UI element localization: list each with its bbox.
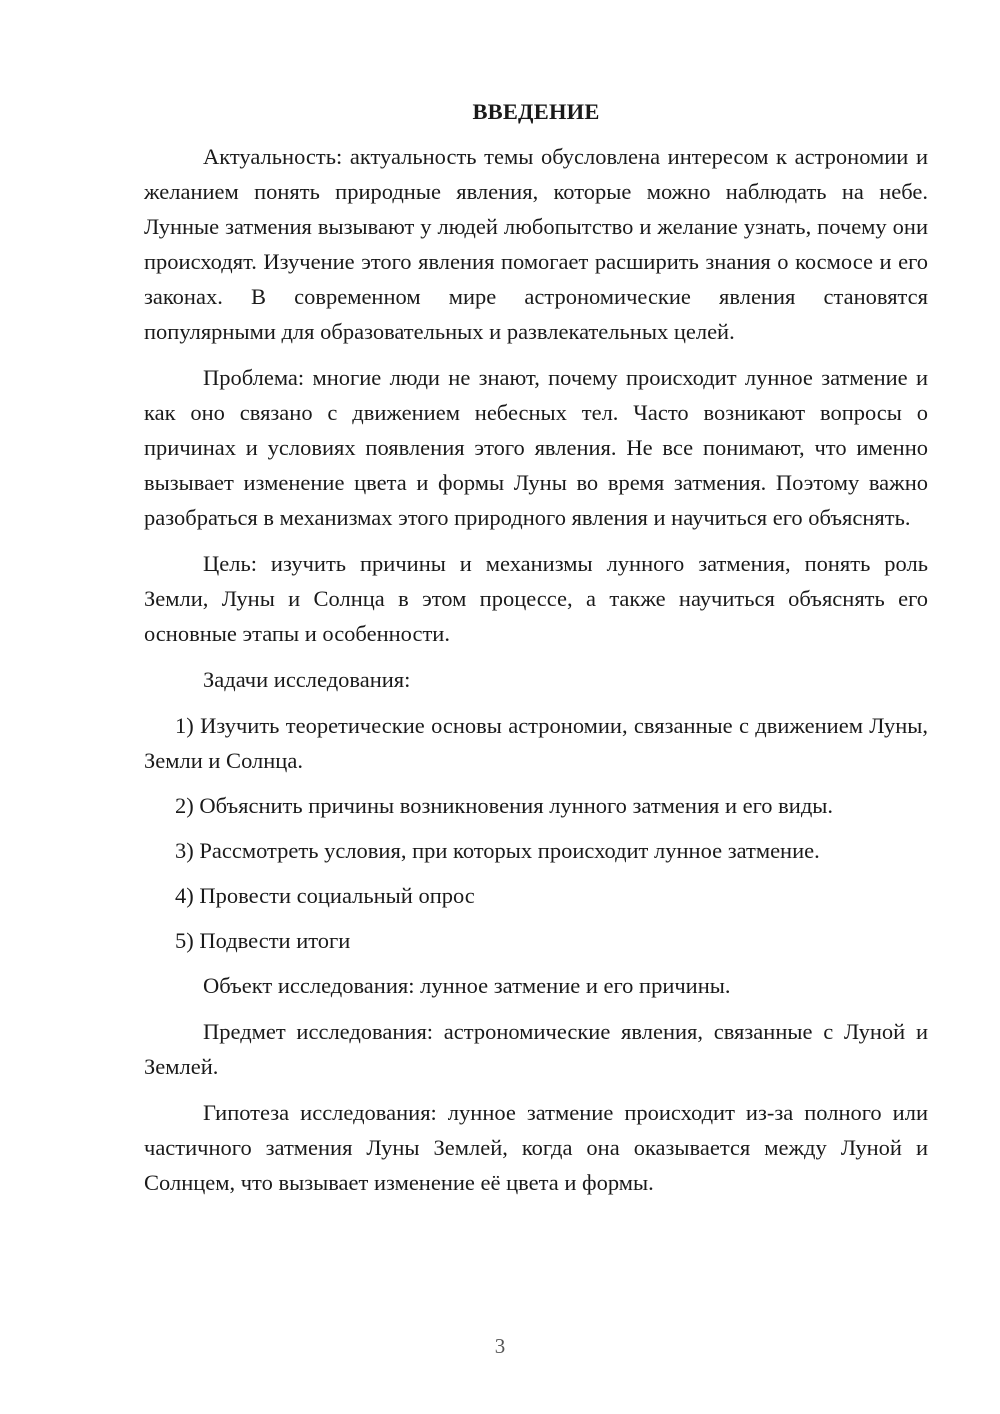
paragraph-goal: Цель: изучить причины и механизмы лунного затмения, понять роль Земли, Луны и Солнца в этом процессе, а также научиться объяснять его основные этапы и особенности. <box>144 551 928 646</box>
list-item: 2) Объяснить причины возникновения лунного затмения и его виды. <box>175 793 834 818</box>
list-item: 3) Рассмотреть условия, при которых происходит лунное затмение. <box>175 838 820 863</box>
paragraph-subject: Предмет исследования: астрономические явления, связанные с Луной и Землей. <box>144 1019 928 1079</box>
paragraph-hypothesis: Гипотеза исследования: лунное затмение происходит из-за полного или частичного затмения Луны Землей, когда она оказывается между Луной и Солнцем, что вызывает изменение её цвета и формы. <box>144 1100 928 1195</box>
paragraph-relevance: Актуальность: актуальность темы обусловлена интересом к астрономии и желанием понять природные явления, которые можно наблюдать на небе. Лунные затмения вызывают у людей любопытство и желание узнать, почему они происходят. Изучение этого явления помогает расширить знания о космосе и его законах. В современном мире астрономические явления становятся популярными для образовательных и развлекательных целей. <box>144 144 928 344</box>
page-content <box>144 94 928 1211</box>
tasks-heading: Задачи исследования: <box>203 667 411 692</box>
tasks-list <box>144 708 928 958</box>
list-item: 5) Подвести итоги <box>175 928 351 953</box>
section-title: ВВЕДЕНИЕ <box>472 99 600 124</box>
paragraph-object: Объект исследования: лунное затмение и его причины. <box>203 973 731 998</box>
list-item: 4) Провести социальный опрос <box>175 883 475 908</box>
list-item: 1) Изучить теоретические основы астрономии, связанные с движением Луны, Земли и Солнца. <box>144 713 928 773</box>
paragraph-problem: Проблема: многие люди не знают, почему происходит лунное затмение и как оно связано с движением небесных тел. Часто возникают вопросы о причинах и условиях появления этого явления. Не все понимают, что именно вызывает изменение цвета и формы Луны во время затмения. Поэтому важно разобраться в механизмах этого природного явления и научиться его объяснять. <box>144 365 928 530</box>
page-number: 3 <box>494 1334 506 1358</box>
